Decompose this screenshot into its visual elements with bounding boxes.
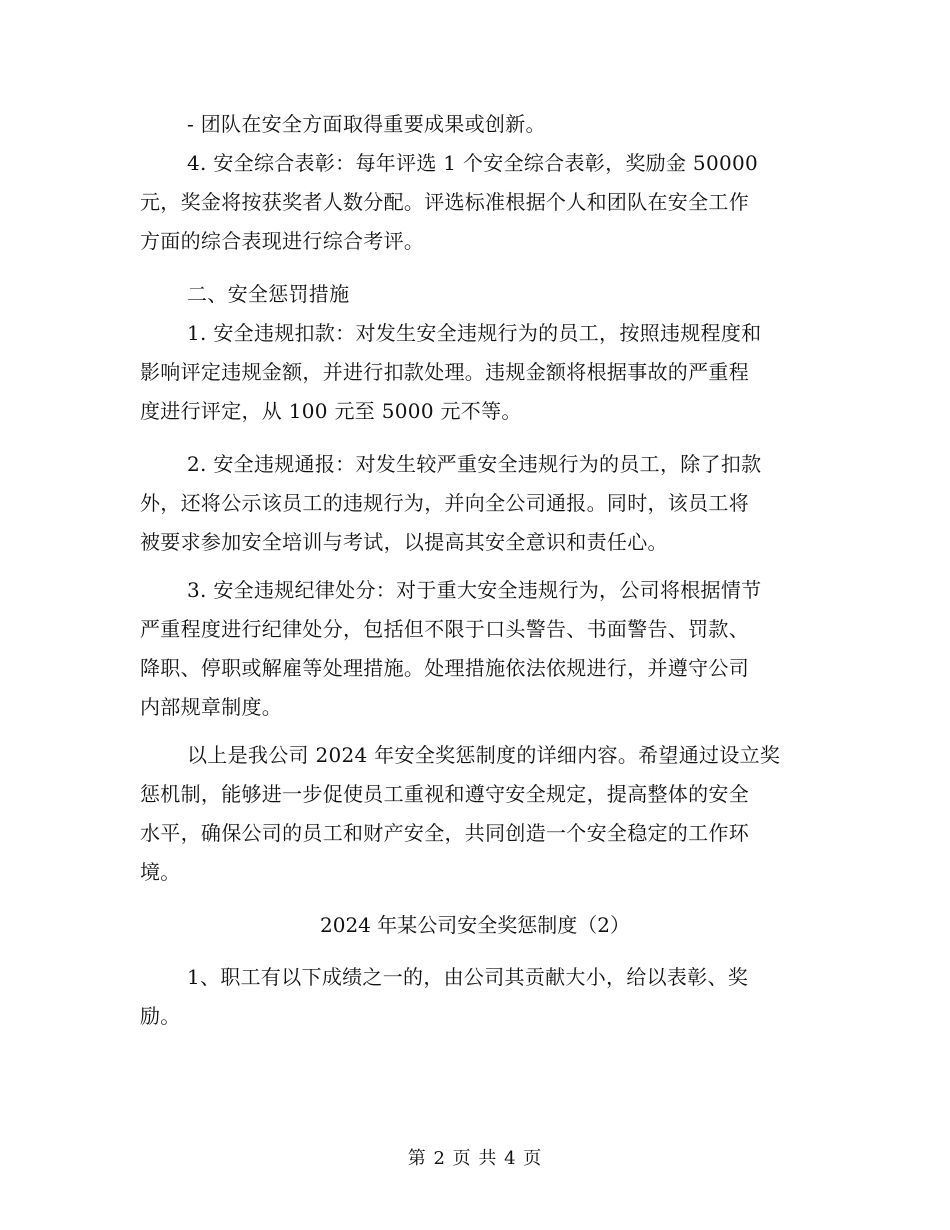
paragraph-line: 励。: [140, 1004, 181, 1028]
paragraph-line: 2. 安全违规通报：对发生较严重安全违规行为的员工，除了扣款: [187, 452, 762, 476]
paragraph-line: 1. 安全违规扣款：对发生安全违规行为的员工，按照违规程度和: [187, 321, 762, 345]
section-title: 2024 年某公司安全奖惩制度（2）: [320, 913, 630, 937]
paragraph-line: 水平，确保公司的员工和财产安全，共同创造一个安全稳定的工作环: [140, 821, 749, 845]
paragraph-line: 外，还将公示该员工的违规行为，并向全公司通报。同时，该员工将: [140, 491, 749, 515]
paragraph-line: 1、职工有以下成绩之一的，由公司其贡献大小，给以表彰、奖: [187, 965, 749, 989]
paragraph-line: 降职、停职或解雇等处理措施。处理措施依法依规进行，并遵守公司: [140, 656, 749, 680]
paragraph-line: 境。: [140, 860, 181, 884]
paragraph-line: 4. 安全综合表彰：每年评选 1 个安全综合表彰，奖励金 50000: [187, 151, 759, 175]
paragraph-line: 严重程度进行纪律处分，包括但不限于口头警告、书面警告、罚款、: [140, 617, 749, 641]
page-footer: 第 2 页 共 4 页: [407, 1148, 543, 1169]
paragraph-line: 影响评定违规金额，并进行扣款处理。违规金额将根据事故的严重程: [140, 360, 749, 384]
section-heading: 二、安全惩罚措施: [187, 282, 350, 306]
paragraph-line: 度进行评定，从 100 元至 5000 元不等。: [140, 399, 522, 423]
paragraph-line: 方面的综合表现进行综合考评。: [140, 229, 425, 253]
paragraph-line: - 团队在安全方面取得重要成果或创新。: [187, 112, 546, 136]
paragraph-line: 3. 安全违规纪律处分：对于重大安全违规行为，公司将根据情节: [187, 578, 762, 602]
paragraph-line: 元，奖金将按获奖者人数分配。评选标准根据个人和团队在安全工作: [140, 190, 749, 214]
paragraph-line: 惩机制，能够进一步促使员工重视和遵守安全规定，提高整体的安全: [140, 782, 749, 806]
paragraph-line: 被要求参加安全培训与考试，以提高其安全意识和责任心。: [140, 530, 668, 554]
paragraph-line: 以上是我公司 2024 年安全奖惩制度的详细内容。希望通过设立奖: [187, 743, 781, 767]
paragraph-line: 内部规章制度。: [140, 695, 283, 719]
